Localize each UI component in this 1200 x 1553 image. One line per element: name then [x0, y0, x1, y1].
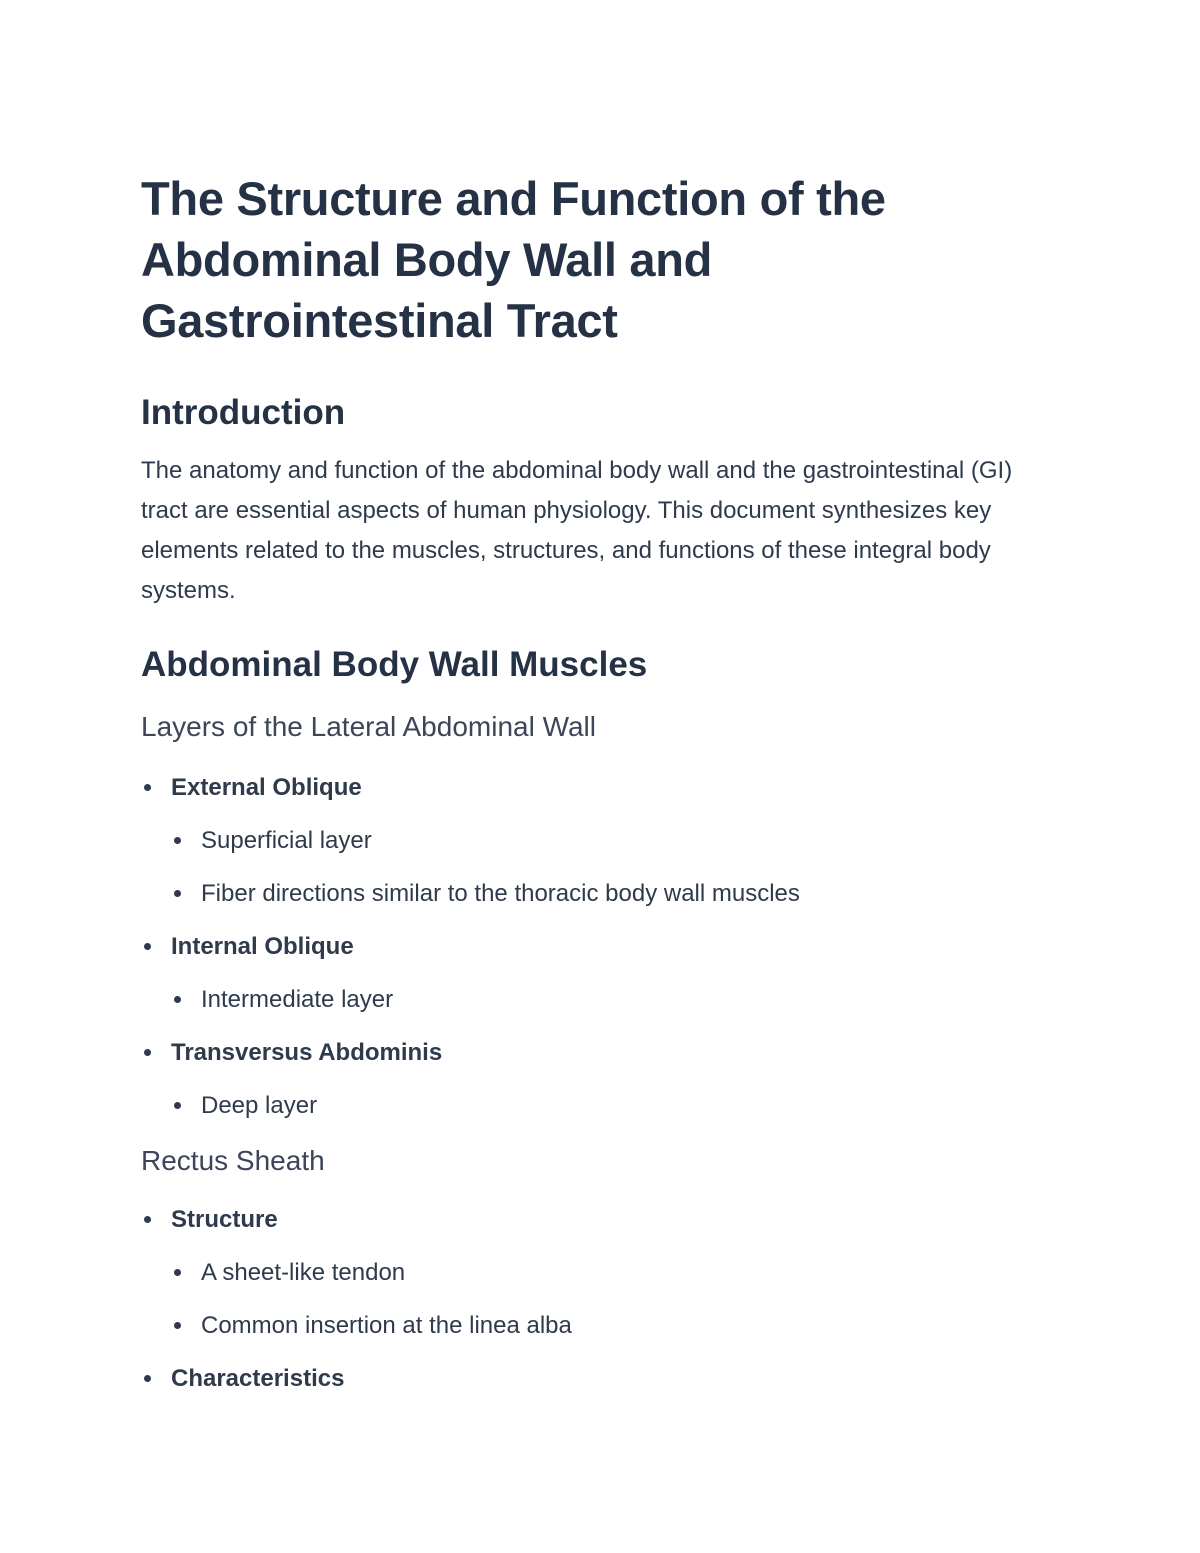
introduction-heading: Introduction — [141, 393, 346, 432]
sub-list-item-text: Deep layer — [201, 1091, 318, 1119]
sub-list-item — [171, 1255, 1061, 1290]
sub-list — [141, 982, 1061, 1017]
sub-list-item-text: Common insertion at the linea alba — [201, 1311, 572, 1339]
bullet-icon — [144, 1375, 151, 1382]
sub-list — [141, 1088, 1061, 1123]
document-title: The Structure and Function of the Abdominal Body Wall and Gastrointestinal Tract — [141, 172, 886, 347]
sub-list — [141, 823, 1061, 911]
list-item-label: Structure — [171, 1205, 278, 1233]
bullet-icon — [174, 837, 181, 844]
lateral-wall-layers-heading: Layers of the Lateral Abdominal Wall — [141, 711, 596, 742]
introduction-paragraph: The anatomy and function of the abdominal body wall and the gastrointestinal (GI) tract are essential aspects of human physiology. This document synthesizes key elements related to the muscles, structures, and functions of these integral body systems. — [141, 457, 1013, 604]
bullet-icon — [144, 943, 151, 950]
bullet-icon — [174, 1322, 181, 1329]
bullet-icon — [144, 1216, 151, 1223]
sub-list-item — [171, 823, 1061, 858]
sub-list-item-text: Fiber directions similar to the thoracic body wall muscles — [201, 879, 800, 907]
list-item-label: Transversus Abdominis — [171, 1038, 443, 1066]
sub-list-item-text: A sheet-like tendon — [201, 1258, 406, 1286]
list-item — [141, 1035, 1061, 1123]
document-page — [141, 168, 1061, 1396]
list-item — [141, 1202, 1061, 1343]
sub-list-item-text: Intermediate layer — [201, 985, 394, 1013]
sub-list-item-text: Superficial layer — [201, 826, 372, 854]
sub-list-item — [171, 1308, 1061, 1343]
bullet-icon — [174, 1102, 181, 1109]
rectus-sheath-list — [141, 1202, 1061, 1396]
bullet-icon — [144, 1049, 151, 1056]
bullet-icon — [144, 784, 151, 791]
sub-list — [141, 1255, 1061, 1343]
list-item — [141, 770, 1061, 911]
lateral-wall-layers-list — [141, 770, 1061, 1123]
bullet-icon — [174, 996, 181, 1003]
sub-list-item — [171, 1088, 1061, 1123]
rectus-sheath-heading: Rectus Sheath — [141, 1145, 325, 1176]
bullet-icon — [174, 890, 181, 897]
list-item-label: Characteristics — [171, 1364, 345, 1392]
abdominal-muscles-heading: Abdominal Body Wall Muscles — [141, 645, 648, 684]
list-item — [141, 1361, 1061, 1396]
list-item — [141, 929, 1061, 1017]
list-item-label: Internal Oblique — [171, 932, 354, 960]
sub-list-item — [171, 982, 1061, 1017]
bullet-icon — [174, 1269, 181, 1276]
list-item-label: External Oblique — [171, 773, 362, 801]
sub-list-item — [171, 876, 1061, 911]
